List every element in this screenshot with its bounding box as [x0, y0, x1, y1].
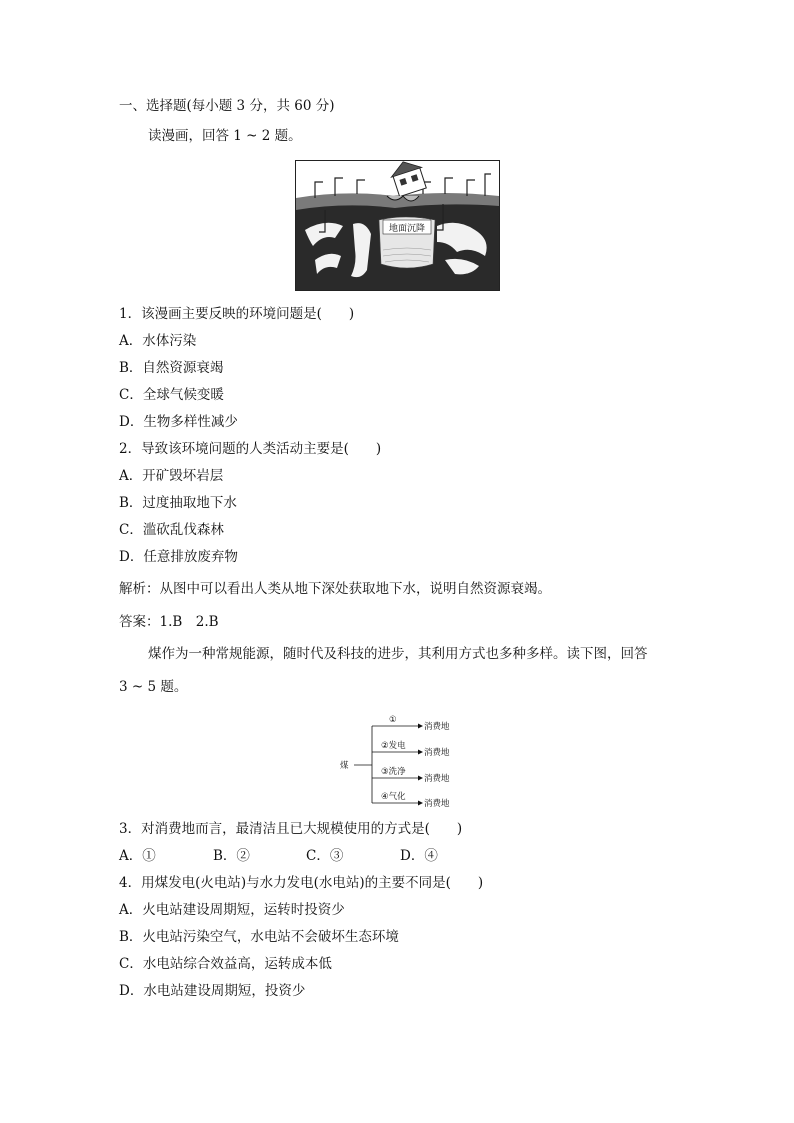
q2-stem: 2．导致该环境问题的人类活动主要是( ): [119, 441, 382, 457]
branch-1-target: 消费地: [424, 722, 450, 732]
answer: 答案：1.B 2.B: [119, 614, 219, 630]
q4-stem: 4．用煤发电(火电站)与水力发电(水电站)的主要不同是( ): [119, 875, 484, 891]
q4-option-d: D．水电站建设周期短，投资少: [119, 983, 306, 999]
analysis: 解析：从图中可以看出人类从地下深处获取地下水，说明自然资源衰竭。: [119, 581, 551, 597]
q2-option-d: D．任意排放废弃物: [119, 549, 238, 565]
q4-option-b: B．火电站污染空气，水电站不会破坏生态环境: [119, 929, 399, 945]
q1-option-a: A．水体污染: [119, 333, 197, 349]
land-subsidence-cartoon: [295, 160, 500, 291]
branch-2-label: ②发电: [381, 741, 406, 751]
q3-stem: 3．对消费地而言，最清洁且已大规模使用的方式是( ): [119, 821, 463, 837]
q2-option-a: A．开矿毁坏岩层: [119, 468, 224, 484]
intro-cartoon: 读漫画，回答 1 ~ 2 题。: [148, 128, 302, 144]
cartoon-label: 地面沉降: [388, 224, 426, 234]
q3-option-a: A．①: [119, 848, 156, 864]
branch-3-target: 消费地: [424, 774, 450, 784]
q2-option-c: C．滥砍乱伐森林: [119, 522, 224, 538]
branch-2-target: 消费地: [424, 748, 450, 758]
intro-coal-line2: 3 ~ 5 题。: [119, 679, 188, 695]
q1-stem: 1．该漫画主要反映的环境问题是( ): [119, 306, 355, 322]
intro-coal-line1: 煤作为一种常规能源，随时代及科技的进步，其利用方式也多种多样。读下图，回答: [148, 646, 648, 662]
q3-option-d: D．④: [400, 848, 438, 864]
coal-use-diagram: [338, 713, 458, 813]
branch-4-label: ④气化: [381, 792, 406, 802]
branch-3-label: ③洗净: [381, 767, 406, 777]
branch-1-label: ①: [389, 715, 397, 725]
q3-option-c: C．③: [306, 848, 344, 864]
branch-4-target: 消费地: [424, 799, 450, 809]
q1-option-b: B．自然资源衰竭: [119, 360, 224, 376]
q3-option-b: B．②: [213, 848, 250, 864]
q4-option-a: A．火电站建设周期短，运转时投资少: [119, 902, 345, 918]
q4-option-c: C．水电站综合效益高，运转成本低: [119, 956, 332, 972]
coal-source-label: 煤: [340, 761, 349, 771]
q1-option-d: D．生物多样性减少: [119, 414, 238, 430]
q1-option-c: C．全球气候变暖: [119, 387, 224, 403]
q2-option-b: B．过度抽取地下水: [119, 495, 237, 511]
section-title: 一、选择题(每小题 3 分，共 60 分): [119, 98, 335, 114]
